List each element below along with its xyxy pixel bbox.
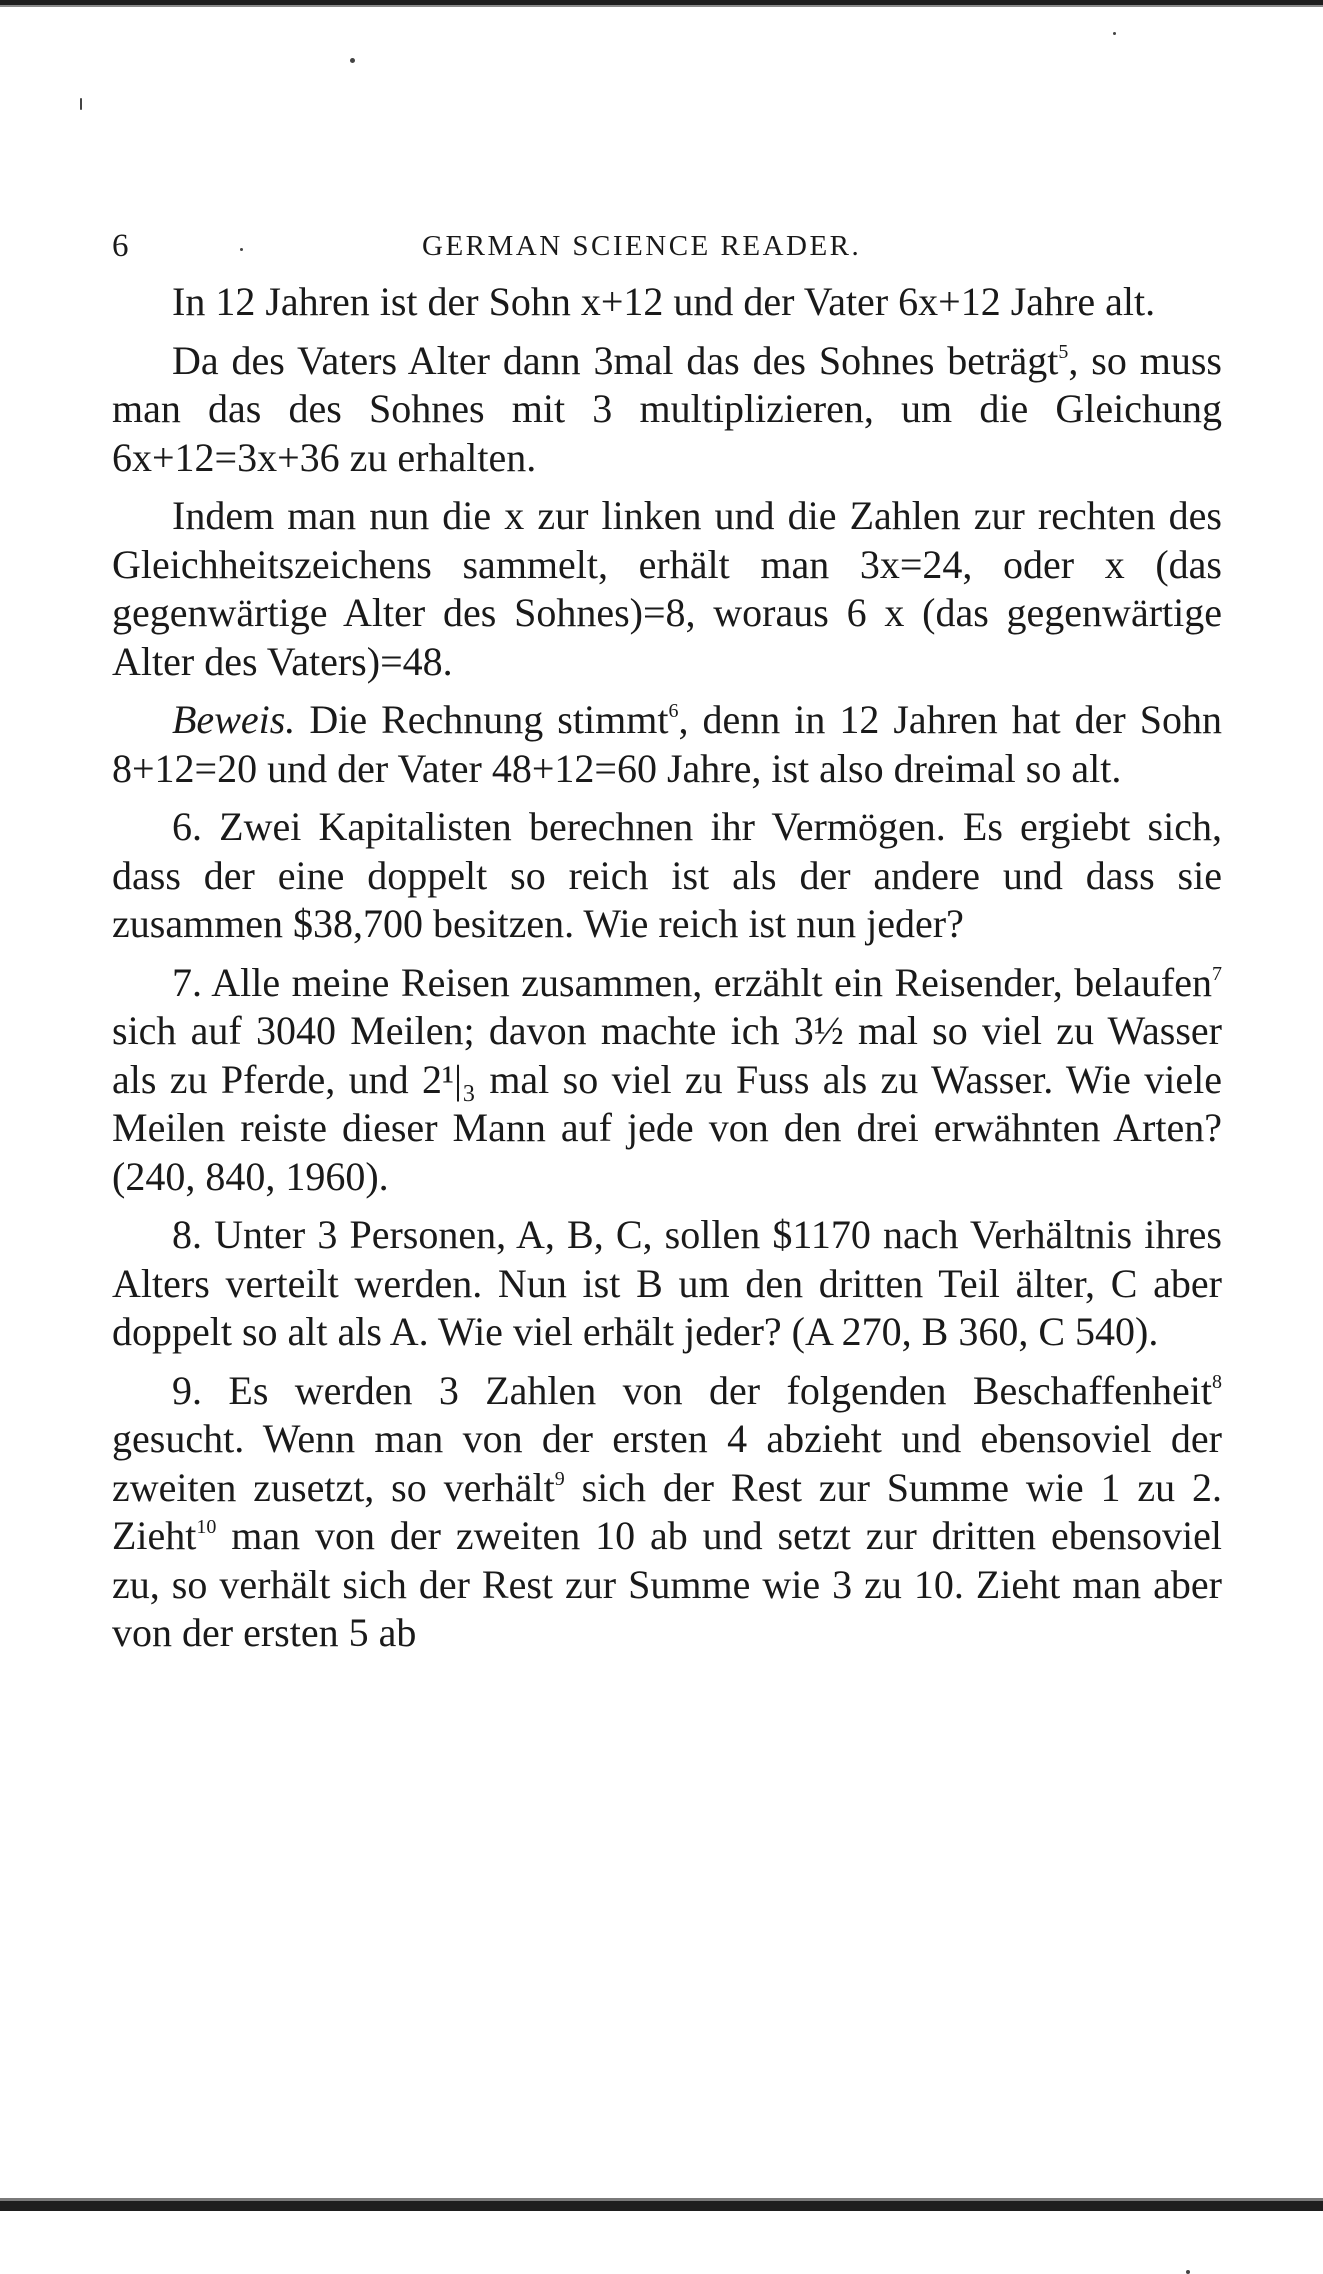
paragraph-text: 6. Zwei Kapitalisten berechnen ihr Vermögen. Es ergiebt sich, dass der eine doppelt so reich ist als der andere und dass sie zusammen $38,700 besitzen. Wie reich ist nun jeder? [112, 804, 1222, 946]
paragraph-text: sich der Rest zur Summe wie 1 zu 2. Zieht [112, 1464, 1222, 1558]
paragraph-solution [112, 492, 1222, 686]
paragraph-text: Da des Vaters Alter dann 3mal das des Sohnes beträgt [172, 337, 1059, 383]
paragraph-equation-setup [112, 278, 1222, 327]
paragraph-proof [112, 696, 1222, 793]
running-head: GERMAN SCIENCE READER. [422, 230, 862, 262]
paragraph-text: man von der zweiten 10 ab und setzt zur dritten ebensoviel zu, so verhält sich der Rest zur Summe wie 3 zu 10. Zieht man aber von der ersten 5 ab [112, 1513, 1222, 1655]
paragraph-text: Indem man nun die x zur linken und die Zahlen zur rechten des Gleichheitszeichens sammelt, erhält man 3x=24, oder x (das gegenwärtige Alter des Sohnes)=8, woraus 6 x (das gegenwärtige Alter des Vaters)=48. [112, 493, 1222, 684]
paragraph-equation [112, 337, 1222, 483]
book-page [112, 218, 1222, 1668]
footnote-marker: 5 [1058, 340, 1069, 363]
dust-speck [80, 98, 82, 110]
paragraph-text: sich auf 3040 Meilen; davon machte ich 3½ mal so viel zu Wasser als zu Pferde, und 2¹|₃ mal so viel zu Fuss als zu Wasser. Wie viele Meilen reiste dieser Mann auf jede von den drei erwähnten Arten? (240, 840, 1960). [112, 1008, 1222, 1199]
paragraph-text: , so muss man das des Sohnes mit 3 multiplizieren, um die Gleichung 6x+12=3x+36 zu erhalten. [112, 337, 1222, 480]
body-text [112, 278, 1222, 1658]
paragraph-text: 9. Es werden 3 Zahlen von der folgenden Beschaffenheit [172, 1367, 1212, 1413]
footnote-marker: 8 [1212, 1370, 1222, 1393]
paragraph-text: In 12 Jahren ist der Sohn x+12 und der Vater 6x+12 Jahre alt. [172, 279, 1156, 324]
proof-label: Beweis. [172, 697, 296, 742]
paragraph-text: 8. Unter 3 Personen, A, B, C, sollen $1170 nach Verhältnis ihres Alters verteilt werden. Nun ist B um den dritten Teil älter, C aber doppelt so alt als A. Wie viel erhält jeder? (A 270, B 360, C 540). [112, 1212, 1222, 1354]
scan-bottom-edge [0, 2201, 1323, 2211]
footnote-marker: 9 [554, 1467, 565, 1490]
page-number: 6 [112, 228, 131, 264]
problem-6 [112, 803, 1222, 949]
problem-7 [112, 959, 1222, 1202]
dust-speck [1113, 32, 1116, 35]
paragraph-text: , denn in 12 Jahren hat der Sohn 8+12=20 und der Vater 48+12=60 Jahre, ist also dreimal so alt. [112, 697, 1222, 791]
problem-9 [112, 1367, 1222, 1658]
footnote-marker: 10 [196, 1516, 217, 1538]
scan-top-edge-shadow [0, 5, 1323, 7]
problem-8 [112, 1211, 1222, 1357]
dust-speck [1186, 2270, 1190, 2274]
paragraph-text: gesucht. Wenn man von der ersten 4 abzieht und ebensoviel der zweiten zusetzt, so verhält [112, 1416, 1222, 1510]
footnote-marker: 7 [1212, 962, 1222, 985]
paragraph-text: Die Rechnung stimmt [295, 697, 669, 742]
page-header [112, 218, 1222, 278]
paragraph-text: 7. Alle meine Reisen zusammen, erzählt ein Reisender, belaufen [172, 959, 1212, 1005]
dust-speck [350, 58, 355, 63]
footnote-marker: 6 [668, 700, 679, 722]
